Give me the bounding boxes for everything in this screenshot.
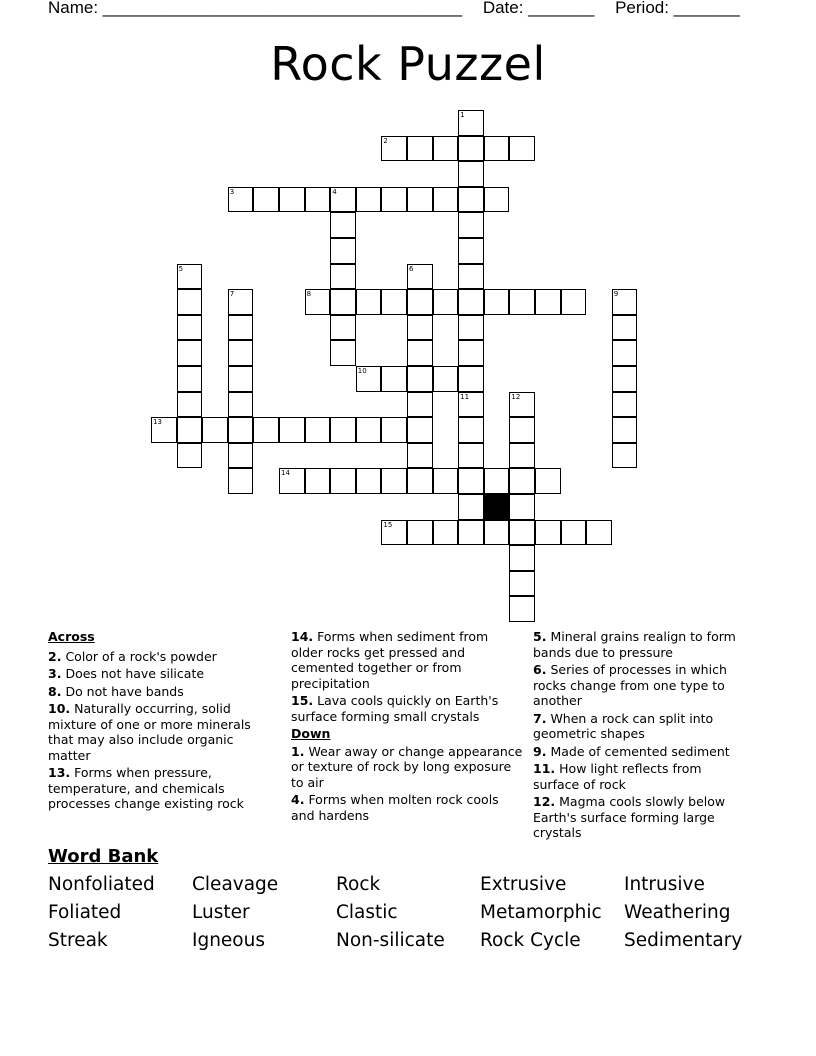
- word-bank-item: Extrusive: [480, 874, 567, 895]
- grid-cell[interactable]: [458, 520, 484, 546]
- grid-cell[interactable]: [228, 289, 254, 315]
- clue-number: 4: [332, 187, 337, 196]
- clue-number-label: 14.: [291, 629, 314, 644]
- clue: [533, 662, 748, 709]
- grid-cell[interactable]: [407, 315, 433, 341]
- grid-cell[interactable]: [433, 289, 459, 315]
- grid-cell[interactable]: [330, 264, 356, 290]
- clue-number: 14: [281, 469, 290, 478]
- clue-number: 11: [460, 392, 470, 401]
- clue-text: Wear away or change appearance or texture of rock by long exposure to air: [291, 743, 523, 790]
- grid-cell[interactable]: [407, 366, 433, 392]
- clue-number-label: 8.: [48, 683, 62, 699]
- grid-cell[interactable]: [612, 289, 638, 315]
- grid-cell[interactable]: [356, 289, 382, 315]
- grid-cell[interactable]: [484, 468, 510, 494]
- grid-cell[interactable]: [458, 264, 484, 290]
- grid-cell[interactable]: [484, 136, 510, 162]
- grid-cell[interactable]: [305, 417, 331, 443]
- grid-cell[interactable]: [177, 289, 203, 315]
- grid-cell[interactable]: [509, 443, 535, 469]
- clues-column-2: [291, 629, 523, 825]
- grid-cell[interactable]: [330, 315, 356, 341]
- clue-text: Does not have silicate: [65, 666, 205, 681]
- grid-cell[interactable]: [177, 340, 203, 366]
- clue: [533, 711, 748, 742]
- word-bank-item: Sedimentary: [624, 930, 743, 951]
- grid-cell[interactable]: [356, 366, 382, 392]
- grid-cell[interactable]: [484, 520, 510, 546]
- grid-cell[interactable]: [407, 392, 433, 418]
- grid-cell[interactable]: [433, 187, 459, 213]
- word-bank-item: Weathering: [624, 902, 731, 923]
- grid-cell[interactable]: [458, 136, 484, 162]
- grid-cell[interactable]: [407, 340, 433, 366]
- grid-cell[interactable]: [458, 110, 484, 136]
- grid-cell[interactable]: [561, 520, 587, 546]
- word-bank-item: Foliated: [48, 902, 122, 923]
- grid-cell[interactable]: [330, 417, 356, 443]
- clue-number: 3: [229, 187, 235, 196]
- grid-cell[interactable]: [279, 468, 305, 494]
- grid-cell[interactable]: [305, 187, 331, 213]
- word-bank-item: Rock Cycle: [480, 930, 581, 951]
- clue-text: Series of processes in which rocks change from one type to another: [533, 662, 727, 708]
- grid-cell[interactable]: [177, 366, 203, 392]
- clue-number: 2: [383, 136, 388, 145]
- clue-number-label: 9.: [533, 743, 547, 759]
- grid-cell[interactable]: [433, 136, 459, 162]
- grid-cell[interactable]: [151, 417, 177, 443]
- grid-cell[interactable]: [356, 187, 382, 213]
- grid-cell[interactable]: [381, 417, 407, 443]
- grid-cell[interactable]: [509, 596, 535, 622]
- grid-cell[interactable]: [458, 161, 484, 187]
- clue-number: 13: [153, 418, 162, 427]
- grid-cell[interactable]: [202, 417, 228, 443]
- clue-number-label: 6.: [533, 662, 547, 677]
- grid-cell[interactable]: [458, 212, 484, 238]
- clue: [48, 701, 278, 763]
- clue-text: Naturally occurring, solid mixture of one or more minerals that may also include organic matter: [48, 701, 251, 763]
- grid-cell[interactable]: [433, 366, 459, 392]
- grid-cell[interactable]: [509, 545, 535, 571]
- clue-text: When a rock can split into geometric shapes: [533, 710, 714, 741]
- grid-cell[interactable]: [279, 417, 305, 443]
- clue: [291, 744, 523, 791]
- clue-number-label: 12.: [533, 794, 556, 809]
- grid-cell[interactable]: [381, 468, 407, 494]
- word-bank-title: Word Bank: [48, 846, 159, 867]
- grid-cell[interactable]: [177, 392, 203, 418]
- clues-column-3: [533, 629, 748, 843]
- clue-text: How light reflects from surface of rock: [533, 761, 702, 792]
- name-field-label[interactable]: Name: ______________________________________: [48, 0, 463, 17]
- word-bank-item: Non-silicate: [336, 930, 445, 951]
- grid-cell[interactable]: [228, 468, 254, 494]
- grid-cell[interactable]: [228, 187, 254, 213]
- clue-number-label: 5.: [533, 629, 547, 644]
- grid-cell[interactable]: [458, 366, 484, 392]
- grid-cell[interactable]: [381, 520, 407, 546]
- grid-cell[interactable]: [484, 289, 510, 315]
- clue-text: Made of cemented sediment: [550, 743, 730, 759]
- grid-cell[interactable]: [305, 289, 331, 315]
- grid-cell[interactable]: [509, 520, 535, 546]
- grid-cell[interactable]: [356, 468, 382, 494]
- grid-cell[interactable]: [407, 443, 433, 469]
- grid-cell[interactable]: [458, 289, 484, 315]
- grid-cell[interactable]: [330, 468, 356, 494]
- clue-number: 1: [460, 111, 465, 119]
- grid-cell[interactable]: [612, 340, 638, 366]
- clue: [291, 629, 523, 691]
- clue: [48, 684, 278, 700]
- grid-cell[interactable]: [458, 187, 484, 213]
- grid-cell[interactable]: [407, 468, 433, 494]
- clue-text: Forms when molten rock cools and hardens: [291, 792, 499, 823]
- word-bank-item: Cleavage: [192, 874, 279, 895]
- grid-cell[interactable]: [407, 417, 433, 443]
- grid-cell[interactable]: [509, 494, 535, 520]
- across-heading: Across: [48, 629, 95, 644]
- word-bank-item: Luster: [192, 902, 250, 923]
- grid-cell[interactable]: [458, 443, 484, 469]
- grid-cell[interactable]: [458, 238, 484, 264]
- clue-text: Do not have bands: [65, 683, 184, 699]
- grid-cell[interactable]: [253, 187, 279, 213]
- grid-cell[interactable]: [612, 417, 638, 443]
- grid-cell[interactable]: [177, 315, 203, 341]
- clue: [48, 649, 278, 665]
- grid-cell[interactable]: [228, 340, 254, 366]
- clue: [291, 792, 523, 823]
- grid-cell[interactable]: [458, 494, 484, 520]
- clues-column-1: [48, 629, 278, 814]
- grid-cell[interactable]: [509, 289, 535, 315]
- clue: [291, 693, 523, 724]
- clue-text: Magma cools slowly below Earth's surface forming large crystals: [533, 794, 726, 840]
- grid-cell[interactable]: [509, 571, 535, 597]
- clue: [48, 765, 278, 812]
- grid-cell[interactable]: [177, 417, 203, 443]
- grid-cell[interactable]: [535, 468, 561, 494]
- period-field-label[interactable]: Period: _______: [615, 0, 740, 17]
- clue-number-label: 3.: [48, 666, 62, 681]
- clue-number: 10: [357, 367, 367, 375]
- clue-number-label: 4.: [291, 792, 305, 807]
- grid-cell[interactable]: [612, 392, 638, 418]
- grid-cell[interactable]: [458, 315, 484, 341]
- down-heading: Down: [291, 726, 331, 741]
- clue-text: Color of a rock's powder: [65, 648, 217, 664]
- grid-cell[interactable]: [407, 520, 433, 546]
- grid-cell[interactable]: [484, 187, 510, 213]
- grid-cell[interactable]: [228, 366, 254, 392]
- clue-text: Lava cools quickly on Earth's surface forming small crystals: [291, 693, 499, 724]
- clue-number: 15: [383, 520, 393, 529]
- word-bank: [48, 874, 768, 952]
- grid-cell[interactable]: [228, 417, 254, 443]
- word-bank-item: Rock: [336, 874, 381, 895]
- grid-cell[interactable]: [356, 417, 382, 443]
- clue-number-label: 15.: [291, 693, 314, 708]
- grid-cell[interactable]: [381, 136, 407, 162]
- grid-cell[interactable]: [253, 417, 279, 443]
- clue-text: Forms when pressure, temperature, and chemicals processes change existing rock: [48, 765, 244, 811]
- grid-cell[interactable]: [612, 315, 638, 341]
- clue-number: 9: [613, 290, 619, 299]
- grid-cell[interactable]: [407, 136, 433, 162]
- grid-cell[interactable]: [330, 212, 356, 238]
- black-grid-cell: [484, 494, 510, 520]
- grid-cell[interactable]: [458, 392, 484, 418]
- clue: [48, 666, 278, 682]
- grid-cell[interactable]: [305, 468, 331, 494]
- grid-cell[interactable]: [228, 315, 254, 341]
- grid-cell[interactable]: [509, 136, 535, 162]
- grid-cell[interactable]: [509, 417, 535, 443]
- grid-cell[interactable]: [228, 392, 254, 418]
- grid-cell[interactable]: [407, 187, 433, 213]
- grid-cell[interactable]: [535, 289, 561, 315]
- clue: [533, 629, 748, 660]
- word-bank-item: Nonfoliated: [48, 874, 155, 895]
- clue-number-label: 7.: [533, 710, 547, 726]
- clue-number-label: 2.: [48, 648, 62, 664]
- word-bank-item: Metamorphic: [480, 902, 602, 923]
- grid-cell[interactable]: [535, 520, 561, 546]
- word-bank-item: Igneous: [192, 930, 265, 951]
- grid-cell[interactable]: [177, 264, 203, 290]
- clue-number: 7: [229, 290, 235, 299]
- date-field-label[interactable]: Date: _______: [482, 0, 595, 17]
- grid-cell[interactable]: [509, 468, 535, 494]
- grid-cell[interactable]: [330, 187, 356, 213]
- grid-cell[interactable]: [407, 264, 433, 290]
- grid-cell[interactable]: [458, 468, 484, 494]
- grid-cell[interactable]: [381, 289, 407, 315]
- clue-number-label: 13.: [48, 765, 71, 780]
- grid-cell[interactable]: [381, 187, 407, 213]
- grid-cell[interactable]: [381, 366, 407, 392]
- clue-number-label: 10.: [48, 701, 71, 716]
- grid-cell[interactable]: [561, 289, 587, 315]
- clue-text: Mineral grains realign to form bands due to pressure: [533, 629, 736, 660]
- grid-cell[interactable]: [279, 187, 305, 213]
- grid-cell[interactable]: [330, 340, 356, 366]
- clue: [533, 794, 748, 841]
- grid-cell[interactable]: [586, 520, 612, 546]
- clue-number: 6: [409, 264, 414, 273]
- grid-cell[interactable]: [509, 392, 535, 418]
- grid-cell[interactable]: [433, 520, 459, 546]
- grid-cell[interactable]: [228, 443, 254, 469]
- clue: [533, 761, 748, 792]
- grid-cell[interactable]: [177, 443, 203, 469]
- word-bank-item: Intrusive: [624, 874, 705, 895]
- grid-cell[interactable]: [612, 366, 638, 392]
- clue-number-label: 11.: [533, 761, 556, 776]
- grid-cell[interactable]: [458, 417, 484, 443]
- grid-cell[interactable]: [407, 289, 433, 315]
- clue-text: Forms when sediment from older rocks get pressed and cemented together or from precipitation: [291, 629, 489, 691]
- clue-number: 8: [306, 290, 312, 299]
- grid-cell[interactable]: [612, 443, 638, 469]
- clue-number: 12: [511, 392, 521, 401]
- grid-cell[interactable]: [458, 340, 484, 366]
- grid-cell[interactable]: [330, 289, 356, 315]
- word-bank-item: Streak: [48, 930, 108, 951]
- page-title: Rock Puzzel: [270, 37, 546, 91]
- clue-number: 5: [178, 264, 184, 273]
- word-bank-item: Clastic: [336, 902, 398, 923]
- grid-cell[interactable]: [330, 238, 356, 264]
- clue-number-label: 1.: [291, 743, 305, 759]
- clue: [533, 744, 748, 760]
- grid-cell[interactable]: [433, 468, 459, 494]
